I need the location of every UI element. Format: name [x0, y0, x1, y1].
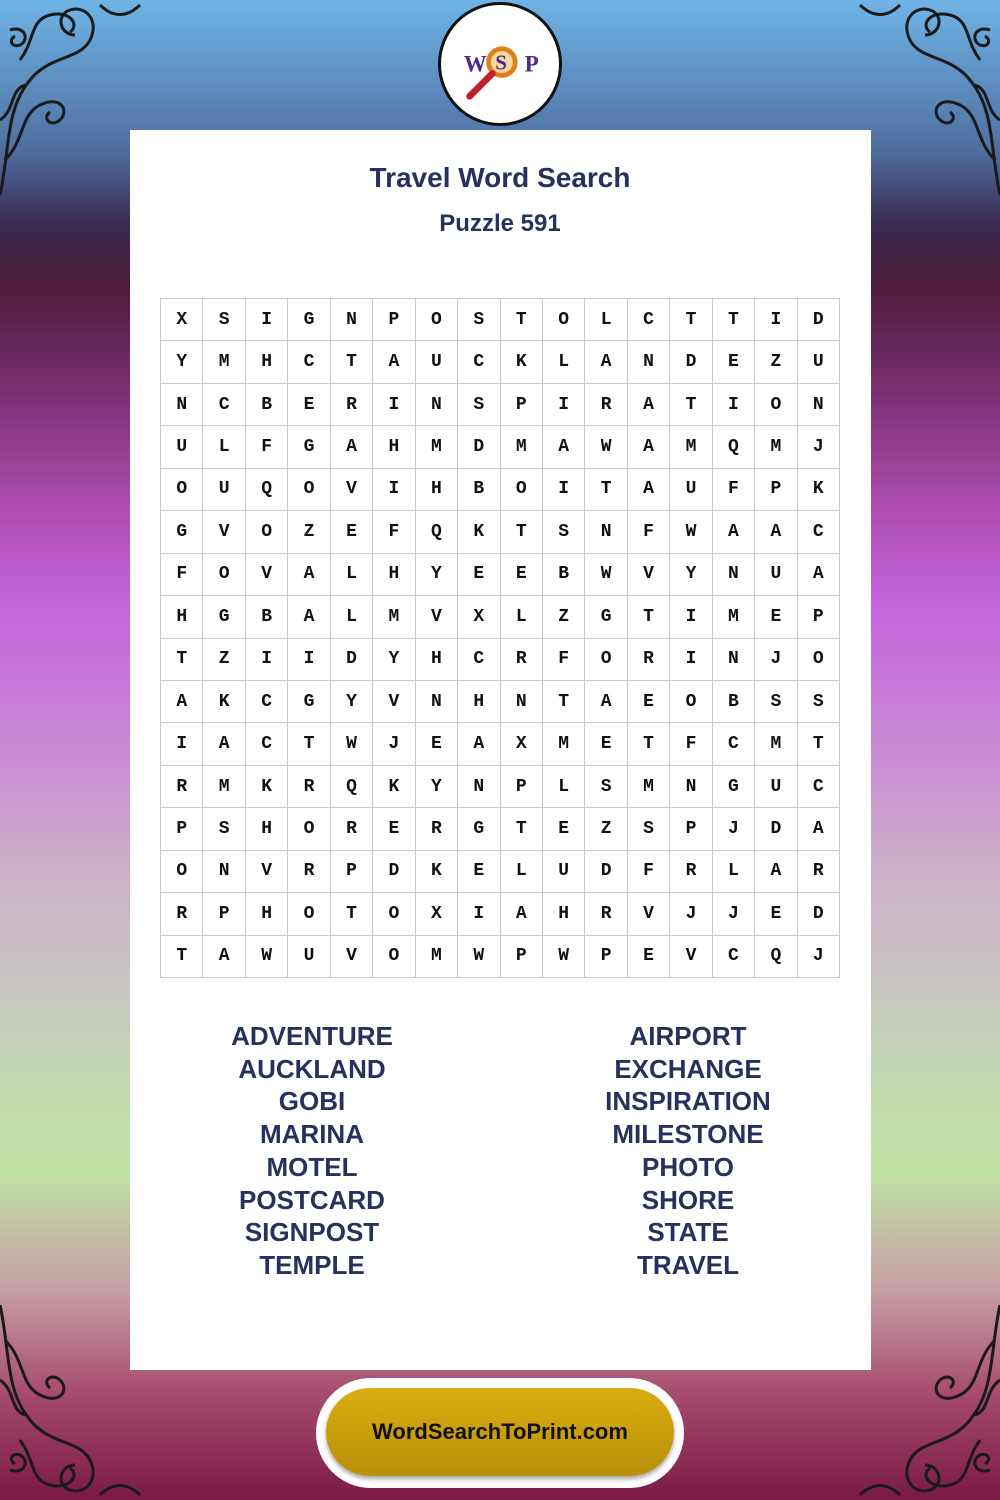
- grid-cell[interactable]: N: [161, 384, 203, 426]
- grid-cell[interactable]: F: [246, 426, 288, 468]
- grid-cell[interactable]: T: [670, 384, 712, 426]
- grid-cell[interactable]: O: [585, 639, 627, 681]
- grid-cell[interactable]: L: [543, 766, 585, 808]
- grid-cell[interactable]: X: [416, 893, 458, 935]
- grid-cell[interactable]: R: [161, 766, 203, 808]
- grid-cell[interactable]: I: [246, 639, 288, 681]
- grid-cell[interactable]: F: [713, 469, 755, 511]
- word-list-item: ADVENTURE: [231, 1021, 393, 1051]
- grid-cell[interactable]: P: [501, 766, 543, 808]
- grid-cell[interactable]: A: [755, 511, 797, 553]
- grid-cell[interactable]: E: [331, 511, 373, 553]
- grid-cell[interactable]: R: [628, 639, 670, 681]
- grid-cell[interactable]: Y: [416, 766, 458, 808]
- grid-cell[interactable]: U: [203, 469, 245, 511]
- grid-cell[interactable]: T: [585, 469, 627, 511]
- grid-cell[interactable]: K: [416, 851, 458, 893]
- grid-cell[interactable]: H: [458, 681, 500, 723]
- grid-cell[interactable]: K: [798, 469, 840, 511]
- grid-cell[interactable]: W: [670, 511, 712, 553]
- grid-cell[interactable]: J: [798, 936, 840, 978]
- grid-cell[interactable]: B: [246, 384, 288, 426]
- grid-cell[interactable]: T: [288, 723, 330, 765]
- grid-cell[interactable]: V: [670, 936, 712, 978]
- grid-cell[interactable]: C: [203, 384, 245, 426]
- grid-cell[interactable]: P: [798, 596, 840, 638]
- grid-cell[interactable]: P: [670, 808, 712, 850]
- grid-cell[interactable]: S: [458, 384, 500, 426]
- grid-cell[interactable]: T: [501, 299, 543, 341]
- grid-cell[interactable]: A: [585, 681, 627, 723]
- grid-cell[interactable]: Z: [585, 808, 627, 850]
- grid-cell[interactable]: N: [670, 766, 712, 808]
- grid-cell[interactable]: Z: [203, 639, 245, 681]
- grid-cell[interactable]: A: [628, 426, 670, 468]
- grid-cell[interactable]: O: [670, 681, 712, 723]
- grid-cell[interactable]: I: [246, 299, 288, 341]
- grid-cell[interactable]: O: [288, 469, 330, 511]
- grid-cell[interactable]: R: [670, 851, 712, 893]
- grid-cell[interactable]: O: [203, 554, 245, 596]
- grid-cell[interactable]: C: [628, 299, 670, 341]
- site-link-button[interactable]: WordSearchToPrint.com: [326, 1388, 674, 1476]
- grid-cell[interactable]: M: [203, 341, 245, 383]
- grid-cell[interactable]: A: [628, 469, 670, 511]
- grid-cell[interactable]: H: [246, 341, 288, 383]
- word-list-item: SIGNPOST: [244, 1217, 380, 1248]
- puzzle-number: Puzzle 591: [439, 210, 561, 237]
- grid-cell[interactable]: E: [458, 554, 500, 596]
- grid-cell[interactable]: Z: [755, 341, 797, 383]
- grid-cell[interactable]: O: [798, 639, 840, 681]
- grid-cell[interactable]: N: [331, 299, 373, 341]
- grid-cell[interactable]: W: [585, 426, 627, 468]
- grid-cell[interactable]: D: [798, 299, 840, 341]
- grid-cell[interactable]: V: [628, 893, 670, 935]
- grid-cell[interactable]: P: [755, 469, 797, 511]
- grid-cell[interactable]: A: [288, 596, 330, 638]
- grid-cell[interactable]: T: [798, 723, 840, 765]
- grid-cell[interactable]: I: [373, 469, 415, 511]
- grid-cell[interactable]: U: [416, 341, 458, 383]
- grid-cell[interactable]: O: [416, 299, 458, 341]
- grid-cell[interactable]: A: [203, 723, 245, 765]
- grid-cell[interactable]: T: [331, 341, 373, 383]
- grid-cell[interactable]: I: [670, 596, 712, 638]
- grid-cell[interactable]: E: [288, 384, 330, 426]
- grid-cell[interactable]: R: [161, 893, 203, 935]
- grid-cell[interactable]: L: [585, 299, 627, 341]
- grid-cell[interactable]: W: [331, 723, 373, 765]
- word-list-item: MOTEL: [266, 1151, 358, 1182]
- grid-cell[interactable]: C: [458, 341, 500, 383]
- grid-cell[interactable]: M: [416, 936, 458, 978]
- grid-cell[interactable]: N: [416, 681, 458, 723]
- grid-cell[interactable]: Y: [416, 554, 458, 596]
- grid-cell[interactable]: E: [755, 893, 797, 935]
- grid-cell[interactable]: E: [501, 554, 543, 596]
- grid-cell[interactable]: B: [543, 554, 585, 596]
- grid-cell[interactable]: N: [628, 341, 670, 383]
- grid-cell[interactable]: H: [161, 596, 203, 638]
- grid-cell[interactable]: O: [373, 893, 415, 935]
- grid-cell[interactable]: K: [246, 766, 288, 808]
- grid-cell[interactable]: G: [458, 808, 500, 850]
- grid-cell[interactable]: G: [288, 681, 330, 723]
- grid-cell[interactable]: C: [288, 341, 330, 383]
- grid-cell[interactable]: A: [755, 851, 797, 893]
- grid-cell[interactable]: C: [713, 723, 755, 765]
- grid-cell[interactable]: D: [755, 808, 797, 850]
- grid-cell[interactable]: I: [543, 469, 585, 511]
- grid-cell[interactable]: V: [628, 554, 670, 596]
- grid-cell[interactable]: N: [203, 851, 245, 893]
- grid-cell[interactable]: S: [458, 299, 500, 341]
- grid-cell[interactable]: U: [161, 426, 203, 468]
- grid-cell[interactable]: W: [246, 936, 288, 978]
- grid-cell[interactable]: D: [373, 851, 415, 893]
- grid-cell[interactable]: R: [585, 893, 627, 935]
- grid-cell[interactable]: P: [373, 299, 415, 341]
- grid-cell[interactable]: Y: [331, 681, 373, 723]
- grid-cell[interactable]: G: [288, 426, 330, 468]
- grid-cell[interactable]: E: [585, 723, 627, 765]
- grid-cell[interactable]: A: [501, 893, 543, 935]
- grid-cell[interactable]: X: [161, 299, 203, 341]
- grid-cell[interactable]: O: [161, 851, 203, 893]
- wsp-logo: [438, 2, 562, 126]
- grid-cell[interactable]: X: [458, 596, 500, 638]
- letter-grid: [160, 298, 840, 978]
- grid-cell[interactable]: T: [670, 299, 712, 341]
- grid-cell[interactable]: I: [288, 639, 330, 681]
- grid-cell[interactable]: N: [458, 766, 500, 808]
- grid-cell[interactable]: M: [670, 426, 712, 468]
- grid-cell[interactable]: V: [203, 511, 245, 553]
- grid-cell[interactable]: N: [713, 554, 755, 596]
- grid-cell[interactable]: V: [416, 596, 458, 638]
- grid-cell[interactable]: F: [628, 851, 670, 893]
- grid-cell[interactable]: A: [585, 341, 627, 383]
- grid-cell[interactable]: P: [331, 851, 373, 893]
- grid-cell[interactable]: P: [161, 808, 203, 850]
- grid-cell[interactable]: S: [798, 681, 840, 723]
- grid-cell[interactable]: L: [501, 596, 543, 638]
- grid-cell[interactable]: M: [501, 426, 543, 468]
- grid-cell[interactable]: C: [713, 936, 755, 978]
- grid-cell[interactable]: C: [246, 723, 288, 765]
- grid-cell[interactable]: P: [585, 936, 627, 978]
- word-list-item: AUCKLAND: [238, 1053, 386, 1084]
- word-list-item: PHOTO: [642, 1151, 734, 1182]
- grid-cell[interactable]: S: [543, 511, 585, 553]
- grid-cell[interactable]: T: [713, 299, 755, 341]
- grid-cell[interactable]: A: [713, 511, 755, 553]
- grid-cell[interactable]: M: [628, 766, 670, 808]
- grid-cell[interactable]: Q: [755, 936, 797, 978]
- grid-cell[interactable]: Z: [543, 596, 585, 638]
- grid-cell[interactable]: E: [543, 808, 585, 850]
- grid-cell[interactable]: W: [543, 936, 585, 978]
- grid-cell[interactable]: A: [331, 426, 373, 468]
- grid-cell[interactable]: L: [713, 851, 755, 893]
- grid-cell[interactable]: O: [543, 299, 585, 341]
- grid-cell[interactable]: Z: [288, 511, 330, 553]
- grid-cell[interactable]: G: [713, 766, 755, 808]
- grid-cell[interactable]: J: [373, 723, 415, 765]
- grid-cell[interactable]: F: [161, 554, 203, 596]
- grid-cell[interactable]: J: [713, 893, 755, 935]
- grid-cell[interactable]: Y: [373, 639, 415, 681]
- grid-cell[interactable]: M: [755, 426, 797, 468]
- grid-cell[interactable]: G: [203, 596, 245, 638]
- grid-cell[interactable]: D: [798, 893, 840, 935]
- grid-cell[interactable]: O: [288, 893, 330, 935]
- grid-cell[interactable]: O: [246, 511, 288, 553]
- grid-cell[interactable]: S: [203, 299, 245, 341]
- grid-cell[interactable]: N: [713, 639, 755, 681]
- grid-cell[interactable]: A: [161, 681, 203, 723]
- word-list-item: POSTCARD: [239, 1184, 385, 1215]
- grid-cell[interactable]: A: [373, 341, 415, 383]
- word-list-item: SHORE: [641, 1184, 735, 1215]
- grid-cell[interactable]: A: [798, 808, 840, 850]
- grid-cell[interactable]: U: [288, 936, 330, 978]
- word-list-item: TRAVEL: [636, 1249, 740, 1280]
- corner-ornament: [0, 1300, 150, 1500]
- grid-cell[interactable]: E: [416, 723, 458, 765]
- word-list-item: EXCHANGE: [614, 1053, 762, 1084]
- grid-cell[interactable]: E: [713, 341, 755, 383]
- grid-cell[interactable]: I: [670, 639, 712, 681]
- grid-cell[interactable]: G: [585, 596, 627, 638]
- grid-cell[interactable]: T: [331, 893, 373, 935]
- grid-cell[interactable]: D: [585, 851, 627, 893]
- grid-cell[interactable]: O: [161, 469, 203, 511]
- grid-cell[interactable]: A: [203, 936, 245, 978]
- grid-cell[interactable]: T: [161, 936, 203, 978]
- grid-cell[interactable]: M: [543, 723, 585, 765]
- grid-cell[interactable]: Q: [713, 426, 755, 468]
- word-list-item: STATE: [647, 1217, 729, 1248]
- grid-cell[interactable]: S: [585, 766, 627, 808]
- grid-cell[interactable]: Y: [670, 554, 712, 596]
- grid-cell[interactable]: R: [331, 384, 373, 426]
- grid-cell[interactable]: F: [373, 511, 415, 553]
- grid-cell[interactable]: T: [628, 596, 670, 638]
- grid-cell[interactable]: A: [458, 723, 500, 765]
- grid-cell[interactable]: U: [543, 851, 585, 893]
- grid-cell[interactable]: X: [501, 723, 543, 765]
- grid-cell[interactable]: T: [501, 511, 543, 553]
- grid-cell[interactable]: U: [755, 554, 797, 596]
- grid-cell[interactable]: E: [628, 681, 670, 723]
- grid-cell[interactable]: L: [501, 851, 543, 893]
- grid-cell[interactable]: F: [628, 511, 670, 553]
- word-list-item: MILESTONE: [612, 1119, 764, 1150]
- grid-cell[interactable]: T: [161, 639, 203, 681]
- grid-cell[interactable]: H: [543, 893, 585, 935]
- grid-cell[interactable]: F: [543, 639, 585, 681]
- logo-letter-p: P: [524, 51, 539, 77]
- grid-cell[interactable]: B: [458, 469, 500, 511]
- grid-cell[interactable]: O: [501, 469, 543, 511]
- word-list-right: [528, 1020, 848, 1282]
- grid-cell[interactable]: N: [416, 384, 458, 426]
- grid-cell[interactable]: V: [331, 469, 373, 511]
- grid-cell[interactable]: A: [543, 426, 585, 468]
- grid-cell[interactable]: D: [331, 639, 373, 681]
- word-list-item: AIRPORT: [629, 1021, 747, 1051]
- grid-cell[interactable]: M: [203, 766, 245, 808]
- grid-cell[interactable]: K: [501, 341, 543, 383]
- word-list-item: GOBI: [278, 1086, 346, 1117]
- grid-cell[interactable]: J: [670, 893, 712, 935]
- grid-cell[interactable]: H: [373, 426, 415, 468]
- grid-cell[interactable]: V: [331, 936, 373, 978]
- grid-cell[interactable]: J: [713, 808, 755, 850]
- word-list-item: INSPIRATION: [605, 1086, 771, 1117]
- grid-cell[interactable]: R: [288, 851, 330, 893]
- grid-cell[interactable]: C: [458, 639, 500, 681]
- grid-cell[interactable]: C: [798, 766, 840, 808]
- grid-cell[interactable]: I: [755, 299, 797, 341]
- grid-cell[interactable]: Q: [331, 766, 373, 808]
- word-list-item: MARINA: [260, 1119, 364, 1150]
- grid-cell[interactable]: R: [798, 851, 840, 893]
- grid-cell[interactable]: P: [501, 384, 543, 426]
- corner-ornament: [850, 1300, 1000, 1500]
- logo-letter-s: S: [495, 50, 507, 75]
- grid-cell[interactable]: O: [288, 808, 330, 850]
- grid-cell[interactable]: N: [798, 384, 840, 426]
- grid-cell[interactable]: T: [628, 723, 670, 765]
- grid-cell[interactable]: I: [458, 893, 500, 935]
- grid-cell[interactable]: E: [755, 596, 797, 638]
- grid-cell[interactable]: A: [628, 384, 670, 426]
- grid-cell[interactable]: I: [161, 723, 203, 765]
- grid-cell[interactable]: D: [670, 341, 712, 383]
- grid-cell[interactable]: W: [585, 554, 627, 596]
- grid-cell[interactable]: Q: [416, 511, 458, 553]
- grid-cell[interactable]: B: [713, 681, 755, 723]
- grid-cell[interactable]: L: [203, 426, 245, 468]
- grid-cell[interactable]: E: [458, 851, 500, 893]
- grid-cell[interactable]: S: [755, 681, 797, 723]
- grid-cell[interactable]: U: [798, 341, 840, 383]
- grid-cell[interactable]: O: [373, 936, 415, 978]
- grid-cell[interactable]: J: [755, 639, 797, 681]
- grid-cell[interactable]: A: [798, 554, 840, 596]
- grid-cell[interactable]: R: [288, 766, 330, 808]
- grid-cell[interactable]: D: [458, 426, 500, 468]
- grid-cell[interactable]: B: [246, 596, 288, 638]
- grid-cell[interactable]: V: [246, 851, 288, 893]
- word-list-left: [152, 1020, 472, 1282]
- grid-cell[interactable]: V: [373, 681, 415, 723]
- grid-cell[interactable]: T: [543, 681, 585, 723]
- grid-cell[interactable]: I: [543, 384, 585, 426]
- grid-cell[interactable]: E: [628, 936, 670, 978]
- grid-cell[interactable]: Y: [161, 341, 203, 383]
- grid-cell[interactable]: N: [585, 511, 627, 553]
- grid-cell[interactable]: U: [670, 469, 712, 511]
- grid-cell[interactable]: W: [458, 936, 500, 978]
- logo-letter-w: W: [463, 51, 487, 77]
- grid-cell[interactable]: C: [246, 681, 288, 723]
- grid-cell[interactable]: V: [246, 554, 288, 596]
- grid-cell[interactable]: I: [373, 384, 415, 426]
- grid-cell[interactable]: Q: [246, 469, 288, 511]
- grid-cell[interactable]: M: [713, 596, 755, 638]
- grid-cell[interactable]: E: [373, 808, 415, 850]
- grid-cell[interactable]: P: [203, 893, 245, 935]
- grid-cell[interactable]: N: [501, 681, 543, 723]
- grid-cell[interactable]: L: [331, 554, 373, 596]
- grid-cell[interactable]: M: [755, 723, 797, 765]
- grid-cell[interactable]: M: [373, 596, 415, 638]
- grid-cell[interactable]: G: [288, 299, 330, 341]
- grid-cell[interactable]: C: [798, 511, 840, 553]
- grid-cell[interactable]: L: [331, 596, 373, 638]
- grid-cell[interactable]: L: [543, 341, 585, 383]
- grid-cell[interactable]: U: [755, 766, 797, 808]
- grid-cell[interactable]: K: [373, 766, 415, 808]
- grid-cell[interactable]: H: [416, 639, 458, 681]
- grid-cell[interactable]: G: [161, 511, 203, 553]
- grid-cell[interactable]: R: [331, 808, 373, 850]
- grid-cell[interactable]: T: [501, 808, 543, 850]
- grid-cell[interactable]: P: [501, 936, 543, 978]
- grid-cell[interactable]: S: [203, 808, 245, 850]
- grid-cell[interactable]: K: [203, 681, 245, 723]
- site-link-frame: [316, 1378, 684, 1488]
- grid-cell[interactable]: H: [373, 554, 415, 596]
- grid-cell[interactable]: F: [670, 723, 712, 765]
- grid-cell[interactable]: K: [458, 511, 500, 553]
- grid-cell[interactable]: R: [501, 639, 543, 681]
- grid-cell[interactable]: S: [628, 808, 670, 850]
- page-title: Travel Word Search: [369, 162, 631, 193]
- word-list-item: TEMPLE: [259, 1249, 365, 1280]
- grid-cell[interactable]: M: [416, 426, 458, 468]
- grid-cell[interactable]: H: [416, 469, 458, 511]
- grid-cell[interactable]: O: [755, 384, 797, 426]
- grid-cell[interactable]: R: [585, 384, 627, 426]
- grid-cell[interactable]: H: [246, 893, 288, 935]
- grid-cell[interactable]: A: [288, 554, 330, 596]
- grid-cell[interactable]: H: [246, 808, 288, 850]
- grid-cell[interactable]: I: [713, 384, 755, 426]
- grid-cell[interactable]: J: [798, 426, 840, 468]
- grid-cell[interactable]: R: [416, 808, 458, 850]
